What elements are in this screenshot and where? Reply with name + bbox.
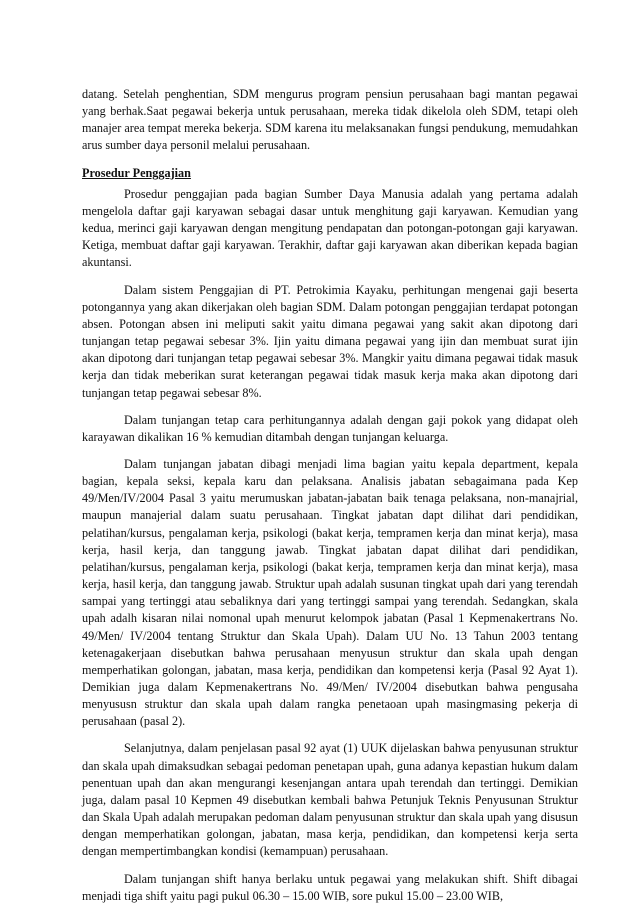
body-paragraph-6: Dalam tunjangan shift hanya berlaku untuk pegawai yang melakukan shift. Shift dibagai menjadi tiga shift yaitu pagi pukul 06.30 – 15.00 WIB, sore pukul 15.00 – 23.00 WIB, — [82, 871, 578, 903]
body-paragraph-1: Prosedur penggajian pada bagian Sumber Daya Manusia adalah yang pertama adalah mengelola daftar gaji karyawan sebagai dasar untuk menghitung gaji karyawan. Kemudian yang kedua, merinci gaji karyawan dengan mengitung pendapatan dan potongan-potongan gaji karyawan. Ketiga, membuat daftar gaji karyawan. Terakhir, daftar gaji karyawan akan diberikan kepada bagian akuntansi. — [82, 186, 578, 270]
document-page — [82, 86, 578, 915]
body-paragraph-4: Dalam tunjangan jabatan dibagi menjadi lima bagian yaitu kepala department, kepala bagian, kepala seksi, kepala karu dan pelaksana. Analisis jabatan sebagaimana pada Kep 49/Men/IV/2004 Pasal 3 yaitu merumuskan jabatan-jabatan baik tenaga pelaksana, non-manajrial, maupun manajerial dalam suatu perusahaan. Tingkat jabatan dapt dilihat dari pendidikan, pelatihan/kursus, pengalaman kerja, psikologi (bakat kerja, tempramen kerja dan minat kerja), masa kerja, hasil kerja, dan tanggung jawab. Tingkat jabatan dapat dilihat dari pendidikan, pelatihan/kursus, pengalaman kerja, psikologi (bakat kerja, tempramen kerja dan minat kerja), masa kerja, hasil kerja, dan tanggung jawab. Struktur upah adalah susunan tingkat upah dari yang terendah sampai yang tertinggi atau sebaliknya dari yang tertinggi sampai yang terendah. Sedangkan, skala upah adalh kisaran nilai nomonal upah menurut kelompok jabatan (Pasal 1 Kepmenakertrans No. 49/Men/ IV/2004 tentang Struktur dan Skala Upah). Dalam UU No. 13 Tahun 2003 tentang ketenagakerjaan disebutkan bahwa perusahaan menyusun struktur dan skala upah dengan memperhatikan golongan, jabatan, masa kerja, pendidikan dan kompetensi kerja (Pasal 92 Ayat 1). Demikian juga dalam Kepmenakertrans No. 49/Men/ IV/2004 disebutkan bahwa pengusaha menyususn struktur dan skala upah dalam rangka penetaoan upah masingmasing pekerja di perusahaan (pasal 2). — [82, 456, 578, 729]
section-heading: Prosedur Penggajian — [82, 165, 191, 180]
intro-paragraph: datang. Setelah penghentian, SDM mengurus program pensiun perusahaan bagi mantan pegawai yang berhak.Saat pegawai bekerja untuk perusahaan, mereka tidak dikelola oleh SDM, tetapi oleh manajer area tempat mereka bekerja. SDM karena itu melaksanakan fungsi pendukung, memudahkan arus sumber daya personil melalui perusahaan. — [82, 87, 578, 153]
body-paragraph-3: Dalam tunjangan tetap cara perhitungannya adalah dengan gaji pokok yang didapat oleh karayawan dikalikan 16 % kemudian ditambah dengan tunjangan keluarga. — [82, 412, 578, 444]
body-paragraph-2: Dalam sistem Penggajian di PT. Petrokimia Kayaku, perhitungan mengenai gaji beserta potongannya yang akan dikerjakan oleh bagian SDM. Dalam potongan penggajian terdapat potongan absen. Potongan absen ini meliputi sakit yaitu dimana pegawai yang sakit akan dipotong dari tunjangan tetap pegawai sebesar 3%. Ijin yaitu dimana pegawai yang ijin dan membuat surat ijin akan dipotong dari tunjangan tetap pegawai sebesar 3%. Mangkir yaitu dimana pegawai tidak masuk kerja dan tidak meberikan surat keterangan pegawai tidak masuk kerja maka akan dipotong dari tunjangan tetap pegawai sebesar 8%. — [82, 282, 578, 400]
body-paragraph-5: Selanjutnya, dalam penjelasan pasal 92 ayat (1) UUK dijelaskan bahwa penyusunan struktur dan skala upah dimaksudkan sebagai pedoman penetapan upah, guna adanya kepastian hukum dalam penentuan upah dan akan mengurangi kesenjangan antara upah terendah dan tertinggi. Demikian juga, dalam pasal 10 Kepmen 49 disebutkan kembali bahwa Petunjuk Teknis Penyusunan Struktur dan Skala Upah adalah merupakan pedoman dalam penyusunan struktur dan skala upah yang disusun dengan memperhatikan golongan, jabatan, masa kerja, pendidikan, dan kompetensi kerja serta dengan mempertimbangkan kondisi (kemampuan) perusahaan. — [82, 741, 578, 859]
